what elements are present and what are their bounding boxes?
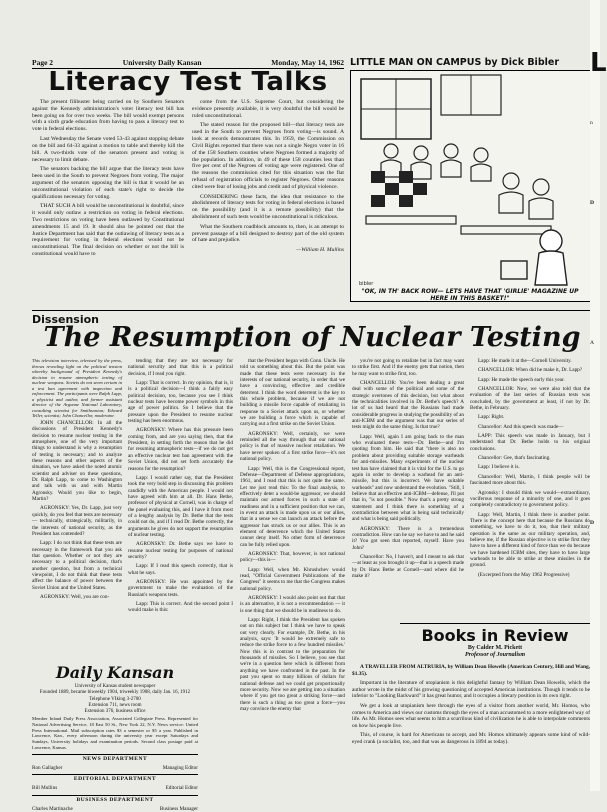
- article-paragraph: Lapp: Right.: [478, 414, 505, 421]
- masthead-tagline: University of Kansas student newspaper: [74, 684, 156, 689]
- masthead-logo: Daily Kansan: [55, 663, 175, 682]
- editorial-paragraph: Last Wednesday the Senate voted 53-43 against stopping debate on the bill and 64-33 against a motion to table and thereby kill the bill. A two-thirds vote of the senators present and voting is necessary to limit debate.: [32, 136, 184, 163]
- article-paragraph: Lapp: I do not think that these tests are necessary in the framework that you ask that question. Whether or not they are necessary to a political decision, that's another question, but from a technical viewpoint, I do not think that these tests affect the balance of power between the Soviet Union and the United States.: [32, 540, 122, 591]
- cartoon-illustration: [350, 70, 592, 302]
- article-paragraph: Lapp: I would rather say, that the President took the very bold step in discussing this problem candidly with the American people. I would not have agreed with him at all. Dr. Hans Bethe, professor of physical at Cornell, was in charge of the panel evaluating this, and I have it from most of a lengthy analysis by Dr. Bethe that the tests could not do, and if I read Dr. Bethe correctly, the arguments he gives do not support the resumption of nuclear testing.: [128, 474, 233, 538]
- books-author-role: Professor of Journalism: [464, 652, 525, 659]
- article-paragraph: AGRONSKY: There is a tremendous contradiction. How can he say we have to and he said it? You got seen that reported, myself. Have you John?: [352, 525, 464, 551]
- editorial-paragraph: The stated reason for the proposed bill—that literacy tests are used in the South to prevent Negroes from voting—is sound. A look at records demonstrates this. In 1959, the Commission on Civil Rights reported that there was not a single Negro voter in 16 of the 158 Southern counties where Negroes formed a majority of the population. In addition, in 49 of these 158 counties less than five per cent of the Negroes of voting age were registered. One of the reasons the commission cited for this situation was the flat refusal of registration officials to register Negroes. Other reasons cited were fear of losing jobs and credit and of physical violence.: [192, 122, 344, 190]
- page-header: [32, 58, 344, 67]
- article-paragraph: Lapp: Well, when Mr. Khrushchev would read, "Official Government Publications of the Congress" it seems to me that the Congress makes national policy.: [240, 566, 345, 592]
- editorial-column-2: [192, 99, 344, 254]
- masthead-phone: Telephone VIking 3-2700: [89, 696, 141, 702]
- masthead-extension-business: Extension 376, business office: [84, 709, 146, 714]
- page-number: Page 2: [32, 58, 54, 67]
- staff-name: Charles Martinache: [32, 805, 73, 812]
- article-paragraph: AGRONSKY: He was appointed by the government to make the evaluation of the Russian's weapons tests.: [128, 579, 233, 598]
- classroom-drawing: [351, 71, 591, 289]
- article-headline: The Resumption of Nuclear Testing: [43, 322, 581, 353]
- article-paragraph: AGRONSKY: That, however, is not national policy—this is—: [240, 550, 345, 564]
- article-paragraph: Lapp: Right, I think the President has spoken out on this subject but I think we have to speak out very clearly. For example, Dr. Bethe, in his analysis, says: 'It would be extremely safe to reduce the strike force to a few hundred missiles.' Now this is in contrast to the preparation for thousands of missiles. So I believe, you see that we're in a question here which is different from anything we have confronted in the past. In the past you spent so many billions of dollars for national defense and we could get proportionally more security. Now we are getting into a situation where if you get too great a striking force—and there is such a thing as too great a force—you may convince the enemy that: [240, 617, 345, 712]
- books-column: [352, 664, 590, 749]
- adjacent-page-text: n: [590, 120, 593, 126]
- cartoon-caption: "OK, IN TH' BACK ROW— LETS HAVE THAT 'GIRLIE' MAGAZINE UP HERE IN THIS BASKET!": [361, 288, 579, 302]
- article-paragraph: AGRONSKY: Where has this pressure been coming from, and are you saying then, that the President, in setting forth the reason that he did for resuming atmospheric tests—if we do not get an effective nuclear test ban agreement with the Soviet Union, did not set forth accurately the reasons for the resumption?: [128, 427, 233, 472]
- article-paragraph: AGRONSKY: Dr. Bethe says we have to resume nuclear testing for purposes of national security?: [128, 541, 233, 560]
- editorial-paragraph: What the Southern roadblock amounts to, then, is an attempt to prevent passage of a bill designed to destroy part of the old system of hate and prejudice.: [192, 223, 344, 244]
- article-paragraph: Lapp: He made it at the—Cornell University.: [478, 358, 572, 364]
- article-column-3: [240, 358, 345, 715]
- business-department-heading: BUSINESS DEPARTMENT: [32, 795, 198, 804]
- paper-name: University Daily Kansan: [122, 58, 202, 67]
- editorial-paragraph: The senators backing the bill argue that the literacy tests have been used in the South to prevent Negroes from voting. The major argument of the senators opposing the bill is that it would be an unconstitutional violation of each state's right to decide the qualifications necessary for voting.: [32, 166, 184, 200]
- cartoon-title: LITTLE MAN ON CAMPUS by Dick Bibler: [350, 57, 559, 68]
- article-paragraph: Lapp: Well, again I am going back to the man who evaluated these tests—Dr. Bethe—and I'm quoting from him. He said that "there is also no problem about providing suitable storage warheads for anti-missiles. Many experiments of the nuclear test ban have claimed that it is vital for the U.S. to go again in order to develop a warhead for an anti-missile, but this is incorrect. We have suitable warheads" and now understand the evolution. "Still, I believe that an effective anti-ICBM—defense, I'll put that in, "is not possible." Now that's a pretty strong statement and I think there is something of a contradiction between what is being said technically and what is being said politically.: [352, 433, 464, 523]
- staff-role: Business Manager: [159, 805, 198, 812]
- books-title: Books in Review: [421, 626, 569, 645]
- article-paragraph: Lapp: If I read this speech correctly, that is what he says.: [128, 563, 233, 576]
- adjacent-page-edge: [590, 0, 607, 791]
- article-paragraph: that the President began with Conn. Uncle. He told us something about this. But the point was made that these tests were necessary in the interests of our national security, in order that we have a convincing, effective and credible deterrent. I think the word deterrent is the key to this whole problem, because if we are not building a missile force capable of retaliating in response to a Soviet attack upon us, or whether we are building a force which is capable of carrying out a first strike on the Soviet Union.: [240, 358, 345, 428]
- article-column-1: [32, 420, 122, 603]
- adjacent-page-text: A: [590, 340, 595, 346]
- issue-date: Monday, May 14, 1962: [271, 58, 344, 67]
- adjacent-page-text: D: [590, 200, 595, 206]
- article-column-4: [352, 358, 464, 582]
- article-paragraph: Lapp: I believe it is.: [478, 464, 520, 471]
- masthead-boilerplate: Member Inland Daily Press Association, Associated Collegiate Press. Represented for National Advertising Service, 18 East 50 St., New York 22, N.Y. News service: United Press International. Mail subscription rates $3 a semester or $5 a year. Published in Lawrence, Kan., every afternoon during the university year except Saturdays and Sundays, University holidays and examination periods. Second class postage paid at Lawrence, Kansas.: [32, 716, 198, 750]
- news-staff-row: [32, 765, 198, 772]
- article-paragraph: Chancellor: No, I haven't, and I meant to ask that—at least as you brought it up—that is a speech made by Dr. Hans Bethe at Cornell—and where did he make it?: [352, 553, 464, 579]
- article-column-5: [470, 358, 590, 581]
- editorial-paragraph: CONSIDERING these facts, the idea that resistance to the abolishment of literacy tests for voting in federal elections is based on the possibility (and it is a remote possibility) that the abolishment of such tests would be unconstitutional is ridiculous.: [192, 193, 344, 220]
- adjacent-page-text: D: [590, 520, 595, 526]
- article-paragraph: LAPP: This speech was made in January, but I understand that Dr. Bethe holds to his original conclusions.: [470, 433, 590, 452]
- article-paragraph: Lapp: This is correct. And the second point I would make is this:: [128, 601, 233, 614]
- editorial-paragraph: THAT SUCH A bill would be unconstitutional is doubtful, since it would only outlaw a restriction on voting in federal elections. Two restrictions on voting have been outlawed by Constitutional amendments 15 and 19. It should also be pointed out that the Justice Department has said that the outlawing of literacy tests as a requirement for voting in federal elections would not be unconstitutional. The final decision on whether or not the bill is constitutional would have to: [32, 203, 184, 258]
- editorial-paragraph: come from the U.S. Supreme Court, but considering the evidence presently available, it is very doubtful the bill would be ruled unconstitutional.: [192, 99, 344, 119]
- masthead-founded: Founded 1889, became biweekly 1904, triweekly 1908, daily Jan. 16, 1912: [39, 690, 191, 696]
- article-paragraph: CHANCELLOR: You've been dealing a great deal with some of the political and some of the strategic overtones of this decision, but what about the technicalities involved in Dr. Bethe's speech? A lot of us had heard that the Russians had made considerable progress in studying the possibility of an anti-ICBM and the argument was that our series of tests might do the same thing. Is that true?: [352, 380, 464, 431]
- article-paragraph: Chancellor: Gee, that's fascinating.: [478, 455, 551, 462]
- books-paragraph: We get a look at utopianism here through the eyes of a visitor from another world, Mr. Homos, who comes to America and views our customs through the eyes of a man accustomed to a more enlightened way of life. As Mr. Homos sees what seems to him a scurrilous kind of civilization he is able to interpolate comments on how his people live.: [352, 702, 590, 729]
- news-department-heading: NEWS DEPARTMENT: [32, 754, 198, 763]
- article-paragraph: Chancellor: Well, Martin, I think people will be fascinated more about this.: [470, 473, 590, 487]
- books-byline-block: [400, 645, 590, 659]
- article-paragraph: AGRONSKY: Well, certainly, we were reminded all the way through that our national policy is that of massive nuclear retaliation. We have never spoken of a first strike force—it's not national policy.: [240, 430, 345, 463]
- article-paragraph: Lapp: He made the speech early this year.: [478, 376, 565, 383]
- editorial-signature: —William H. Mullins: [296, 247, 344, 254]
- article-paragraph: AGRONSKY: I would also point out that that is an alternative, it is not a recommendation — it is one thing that we should be in readiness to do.: [240, 595, 345, 614]
- editorial-paragraph: The present filibuster being carried on by Southern Senators against the Kennedy administration's voter literacy test bill has been going on for over two weeks. The bill would exempt persons with a sixth grade education from having to pass a literacy test to vote in federal elections.: [32, 99, 184, 133]
- article-paragraph: Lapp: Well, Martin, I think there is another point. There is the concept here that because the Russians do something, we have to do it, too, that their military operation is the same as our military operation, and, believe me, if the Russian objective is to strike first they have to have a different kind of force than we do because we have hardened ICBM sites, they have to have large warheads to be able to strike at these missiles in the ground.: [470, 511, 590, 569]
- article-paragraph: Lapp: Well, this is the Congressional report, Defense—Department of Defense appropriations, 1961, and I read that this is not quite the same. Let me just read this: To the final analysis, to effectively deter a would-be aggressor, we should maintain our armed forces in such a state of readiness and in a sufficient position that we can, in event an attack is made upon us or our allies, that in a sense we can launch an attack before the aggressor has struck us or our allies. This is an element of deterrence which the United States cannot deny itself. No other form of deterrence can be fully relied upon.: [240, 465, 345, 548]
- editorial-title: Literacy Test Talks: [48, 67, 328, 97]
- svg-text:bibler: bibler: [359, 281, 374, 287]
- article-paragraph: CHANCELLOR: When did he make it, Dr. Lapp?: [478, 367, 583, 374]
- article-paragraph: Chancellor: And this speech was made—: [478, 423, 564, 430]
- section-rule: [32, 310, 592, 311]
- article-intro: This television interview, televised by the press, throws revealing light on the political tension whereby background of President Kennedy's decision to resume atmospheric testing of nuclear weapons. Soviets do not seem certain in a test ban agreement with inspection and enforcement. The participants were Ralph Lapp, a physicist and author, and former assistant director of the Argonne National Laboratory, consulting scientist for Smithsonian; Edward Teller, scientist; John Chancellor, moderator.: [32, 358, 122, 418]
- staff-name: Bill Mullins: [32, 785, 58, 792]
- article-paragraph: (Excerpted from the May 1962 Progressive): [478, 571, 570, 578]
- editorial-column-1: [32, 99, 184, 261]
- business-staff-row: [32, 806, 198, 812]
- staff-name: Ron Gallagher: [32, 764, 63, 771]
- editorial-staff-row: [32, 785, 198, 792]
- staff-role: Editorial Editor: [165, 785, 198, 792]
- books-byline: By Calder M. Pickett: [467, 645, 523, 651]
- adjacent-page-letter: L: [590, 48, 607, 78]
- masthead: [32, 663, 198, 812]
- article-paragraph: you're not going to retaliate but in fact may want to strike first. And if the enemy gets that notion, then he may want to strike first, too.: [352, 358, 464, 377]
- article-paragraph: Lapp: That is correct. In my opinion, that is, it is a political decision—I think a fairly easy political decision, too, because you see I think nuclear tests have become power symbols in this age of power politics. So I believe that the pressure upon the President to resume nuclear testing has been enormous.: [128, 380, 233, 425]
- section-kicker: Dissension: [32, 313, 99, 326]
- article-paragraph: AGRONSKY: Yes, Dr. Lapp, just very quickly, do you feel that tests are necessary — technically, strategically, militarily, in the interests of national security, as the President has contended?: [32, 505, 122, 537]
- staff-role: Managing Editor: [162, 764, 198, 771]
- article-paragraph: CHANCELLOR: Now, we were also told that the evaluation of the last series of Russian tests was concluded, by the government at least, if not by Dr. Bethe, in February.: [470, 386, 590, 412]
- masthead-extension-news: Extension 711, news room: [88, 702, 142, 708]
- article-paragraph: AGRONSKY: Well, you are con-: [40, 593, 110, 600]
- article-column-2: [128, 358, 233, 617]
- books-rule: [400, 623, 590, 624]
- editorial-department-heading: EDITORIAL DEPARTMENT: [32, 774, 198, 783]
- books-paragraph: This, of course, is hard for Americans to accept, and Mr. Homos ultimately appears some kind of wild-eyed crank (a socialist, too, and that was as dangerous in 1894 as today).: [352, 732, 590, 745]
- article-paragraph: JOHN CHANCELLOR: In all the discussions of President Kennedy's decision to resume nuclear testing in the atmosphere, one of the very important things to understand is why a resumption of testing is necessary; and to analyze these reasons and other aspects of the situation, we have asked the noted atomic scientist and adviser on these questions, Dr. Ralph Lapp, to come to Washington and talk with us and with Martin Agronsky. Would you like to begin, Martin?: [32, 420, 122, 503]
- books-paragraph: Important in the literature of utopianism is this delightful fantasy by William Dean Howells, which the author wrote in the midst of his growing questioning of accepted American institutions. Though it tends to be inferior to "Looking Backward" it has great humor, and it occupies a literary position in its own right.: [352, 680, 590, 700]
- article-paragraph: tending that they are not necessary for national security and that this is a political decision, if I read you right.: [128, 358, 233, 377]
- article-paragraph: Agronsky: I should think we would—extraordinary, vociferous response of a minority of one, and it goes completely contradictory to government policy.: [470, 489, 590, 509]
- books-item: A TRAVELLER FROM ALTRURIA, by William Dean Howells (American Century, Hill and Wang, $1.35).: [352, 664, 590, 677]
